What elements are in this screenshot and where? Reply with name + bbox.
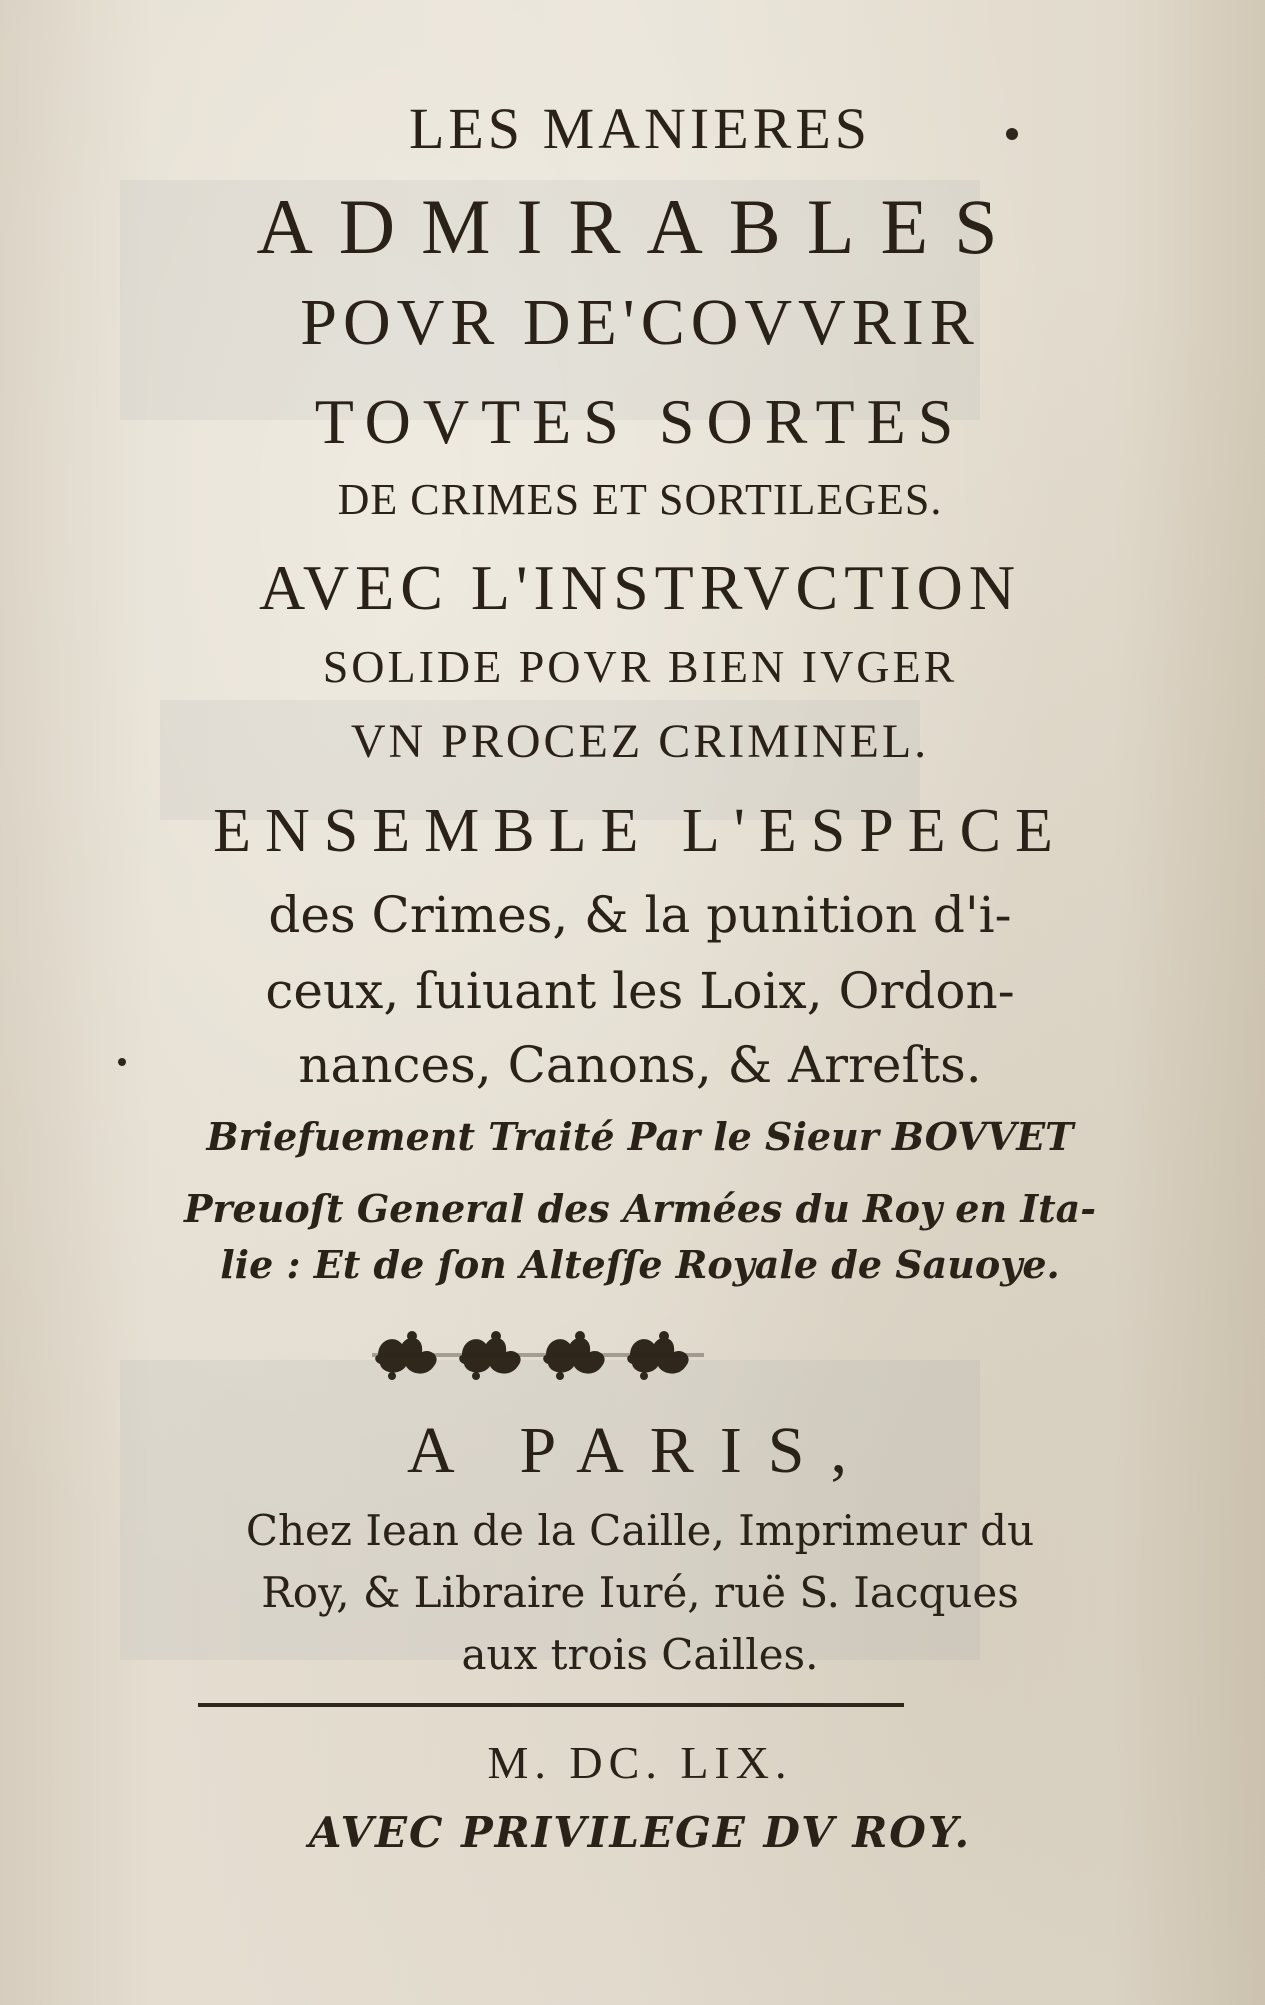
author-line-2: Preuoſt General des Armées du Roy en Ita- (183, 1186, 1097, 1231)
title-line-1: LES MANIERES (408, 96, 872, 161)
fleuron-ornament (372, 1326, 704, 1384)
subtitle-line-1: AVEC L'INSTRVCTION (258, 552, 1022, 623)
imprint-city: A PARIS, (406, 1414, 874, 1487)
ink-speck (118, 1058, 126, 1066)
title-line-4: TOVTES SORTES (314, 386, 966, 457)
subtitle-line-2: SOLIDE POVR BIEN IVGER (322, 641, 958, 692)
description-line-3: nances, Canons, & Arreſts. (298, 1036, 982, 1094)
description-line-1: des Crimes, & la punition d'i- (268, 886, 1012, 944)
imprint-line-1: Chez Iean de la Caille, Imprimeur du (245, 1506, 1035, 1555)
description-line-2: ceux, ſuiuant les Loix, Ordon- (265, 962, 1015, 1020)
title-line-5: DE CRIMES ET SORTILEGES. (337, 475, 943, 524)
subtitle-line-4: ENSEMBLE L'ESPECE (213, 797, 1067, 865)
privilege-line: AVEC PRIVILEGE DV ROY. (308, 1808, 972, 1857)
imprint-line-2: Roy, & Libraire Iuré, ruë S. Iacques (261, 1568, 1019, 1617)
subtitle-line-3: VN PROCEZ CRIMINEL. (350, 715, 930, 768)
author-line-3: lie : Et de ſon Alteſſe Royale de Sauoye. (220, 1242, 1060, 1287)
ink-speck (1006, 128, 1018, 140)
title-line-2: ADMIRABLES (256, 183, 1024, 270)
horizontal-rule (198, 1703, 904, 1707)
publication-year: M. DC. LIX. (487, 1737, 793, 1788)
imprint-line-3: aux trois Cailles. (461, 1630, 819, 1679)
author-line-1: Briefuement Traité Par le Sieur BOVVET (206, 1114, 1074, 1159)
title-line-3: POVR DE'COVVRIR (300, 286, 980, 359)
